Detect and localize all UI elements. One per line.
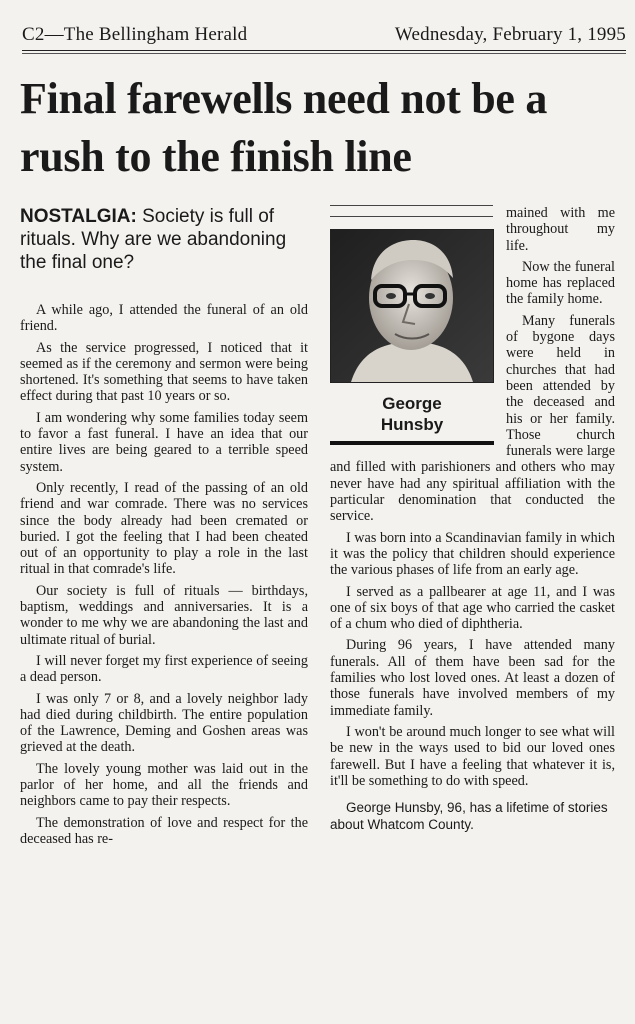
byline-rule <box>330 441 494 445</box>
author-bio: George Hunsby, 96, has a lifetime of stories about Whatcom County. <box>330 800 608 833</box>
paragraph: I won't be around much longer to see what will be new in the ways used to bid our loved ones farewell. But I have a feeling that whatever it is, it'll be something to do with speed. <box>330 723 615 789</box>
paragraph: The lovely young mother was laid out in the parlor of her home, and all the friends and neighbors came to pay their respects. <box>20 760 308 810</box>
paragraph: The demonstration of love and respect for the deceased has re- <box>20 814 308 847</box>
subheadline <box>20 205 308 274</box>
paragraph: I served as a pallbearer at age 11, and I was one of six boys of that age who carried the casket of a chum who died of diphtheria. <box>330 583 615 633</box>
article-column-2 <box>330 205 615 833</box>
author-byline <box>330 393 494 435</box>
paragraph: I was born into a Scandinavian family in which it was the policy that children should experience the various phases of life from an early age. <box>330 529 615 579</box>
author-photo-block <box>330 205 494 447</box>
paragraph: Now the funeral home has replaced the family home. <box>506 258 615 308</box>
paragraph: Only recently, I read of the passing of an old friend and war comrade. There was no services since the body already had been cremated or buried. I got the feeling that I had been cheated out of an opportunity to play a role in the last ritual in that comrade's life. <box>20 479 308 578</box>
subhead-kicker: NOSTALGIA: <box>20 206 137 227</box>
headline: Final farewells need not be a rush to the finish line <box>20 74 548 181</box>
paragraph: I was only 7 or 8, and a lovely neighbor lady had died during childbirth. The entire population of the Lawrence, Deming and Goshen areas was grieved at the death. <box>20 690 308 756</box>
paragraph: Our society is full of rituals — birthdays, baptism, weddings and anniversaries. It is a wonder to me why we are abandoning the last and ultimate ritual of burial. <box>20 582 308 648</box>
article-column-1 <box>20 205 308 852</box>
paragraph: A while ago, I attended the funeral of an old friend. <box>20 302 308 335</box>
page-header <box>22 16 626 51</box>
paragraph: I will never forget my first experience of seeing a dead person. <box>20 652 308 686</box>
author-portrait-photo <box>330 229 494 383</box>
section-and-paper-name: C2—The Bellingham Herald <box>22 24 248 45</box>
header-rule <box>22 53 626 54</box>
double-rule <box>330 205 493 217</box>
paragraph: mained with me throughout my life. <box>506 205 615 254</box>
author-last-name: Hunsby <box>380 415 444 434</box>
paragraph: As the service progressed, I noticed that it seemed as if the ceremony and sermon were being shortened. It's something that seems to have taken effect during that past 10 years or so. <box>20 339 308 405</box>
paragraph: Many funerals of bygone days were held in churches that had been attended by the deceased and his or her family. Those church funerals were large and filled with parishioners and others who may never have had any spiritual affiliation with the particular denomination that conducted the service. <box>330 312 615 525</box>
paragraph: I am wondering why some families today seem to favor a fast funeral. I have an idea that our entire lives are being geared to a terrible speed system. <box>20 409 308 475</box>
issue-date: Wednesday, February 1, 1995 <box>394 24 626 45</box>
paragraph: During 96 years, I have attended many funerals. All of them have been sad for the families who lost loved ones. At least a dozen of those funerals have involved members of my immediate family. <box>330 637 615 719</box>
subhead-text: Society is full of rituals. Why are we abandoning the final one? <box>20 206 287 273</box>
author-first-name: George <box>382 394 442 413</box>
